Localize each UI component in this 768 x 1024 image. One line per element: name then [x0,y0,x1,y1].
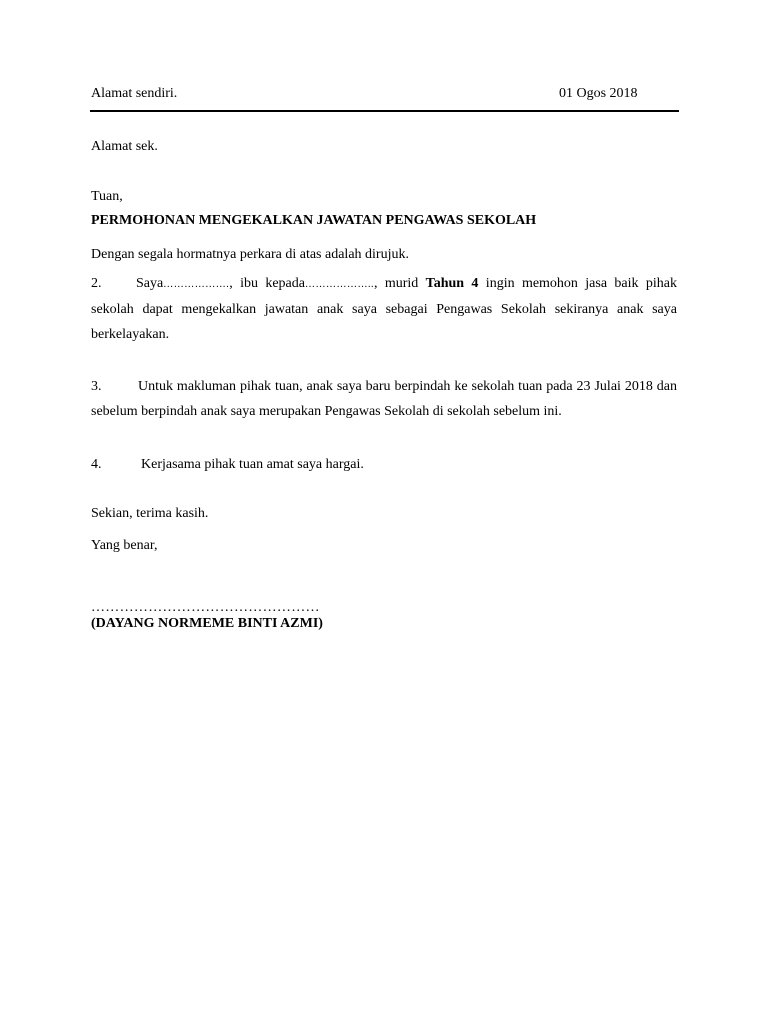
paragraph-3-number: 3. [91,379,102,394]
paragraph-2 [91,271,677,347]
paragraph-3 [91,374,677,424]
paragraph-2-text-a: , ibu kepada [229,276,305,291]
paragraph-4 [91,452,677,477]
letter-header [91,85,679,103]
paragraph-3-text: Untuk makluman pihak tuan, anak saya baru berpindah ke sekolah tuan pada 23 Julai 2018 dan sebelum berpindah anak saya merupakan Pengawas Sekolah di sekolah sebelum ini. [91,379,677,419]
salutation: Tuan, [91,189,123,204]
paragraph-2-number: 2. [91,276,102,291]
closing: Sekian, terima kasih. [91,506,209,521]
paragraph-2-text-c: ingin memohon jasa baik pihak sekolah dapat mengekalkan jawatan anak saya sebagai Pengawas Sekolah sekiranya anak saya berkelayakan. [91,276,677,342]
paragraph-4-text: Kerjasama pihak tuan amat saya hargai. [141,457,364,472]
paragraph-2-saya: Saya [136,276,164,291]
opening-sentence: Dengan segala hormatnya perkara di atas adalah dirujuk. [91,247,409,262]
blank-child-name: ……………….. [304,279,374,290]
sender-address: Alamat sendiri. [91,86,178,101]
header-divider [90,110,679,112]
blank-parent-name: ………………. [163,279,230,290]
signature-line: ………………………………………… [91,600,320,615]
letter-subject: PERMOHONAN MENGEKALKAN JAWATAN PENGAWAS SEKOLAH [91,213,537,228]
paragraph-2-year: Tahun 4 [425,276,479,291]
sign-off: Yang benar, [91,538,158,553]
paragraph-2-text-b: , murid [373,276,426,291]
signatory-name: (DAYANG NORMEME BINTI AZMI) [91,616,323,631]
paragraph-4-number: 4. [91,457,102,472]
recipient-address: Alamat sek. [91,139,158,154]
letter-date: 01 Ogos 2018 [559,86,638,101]
